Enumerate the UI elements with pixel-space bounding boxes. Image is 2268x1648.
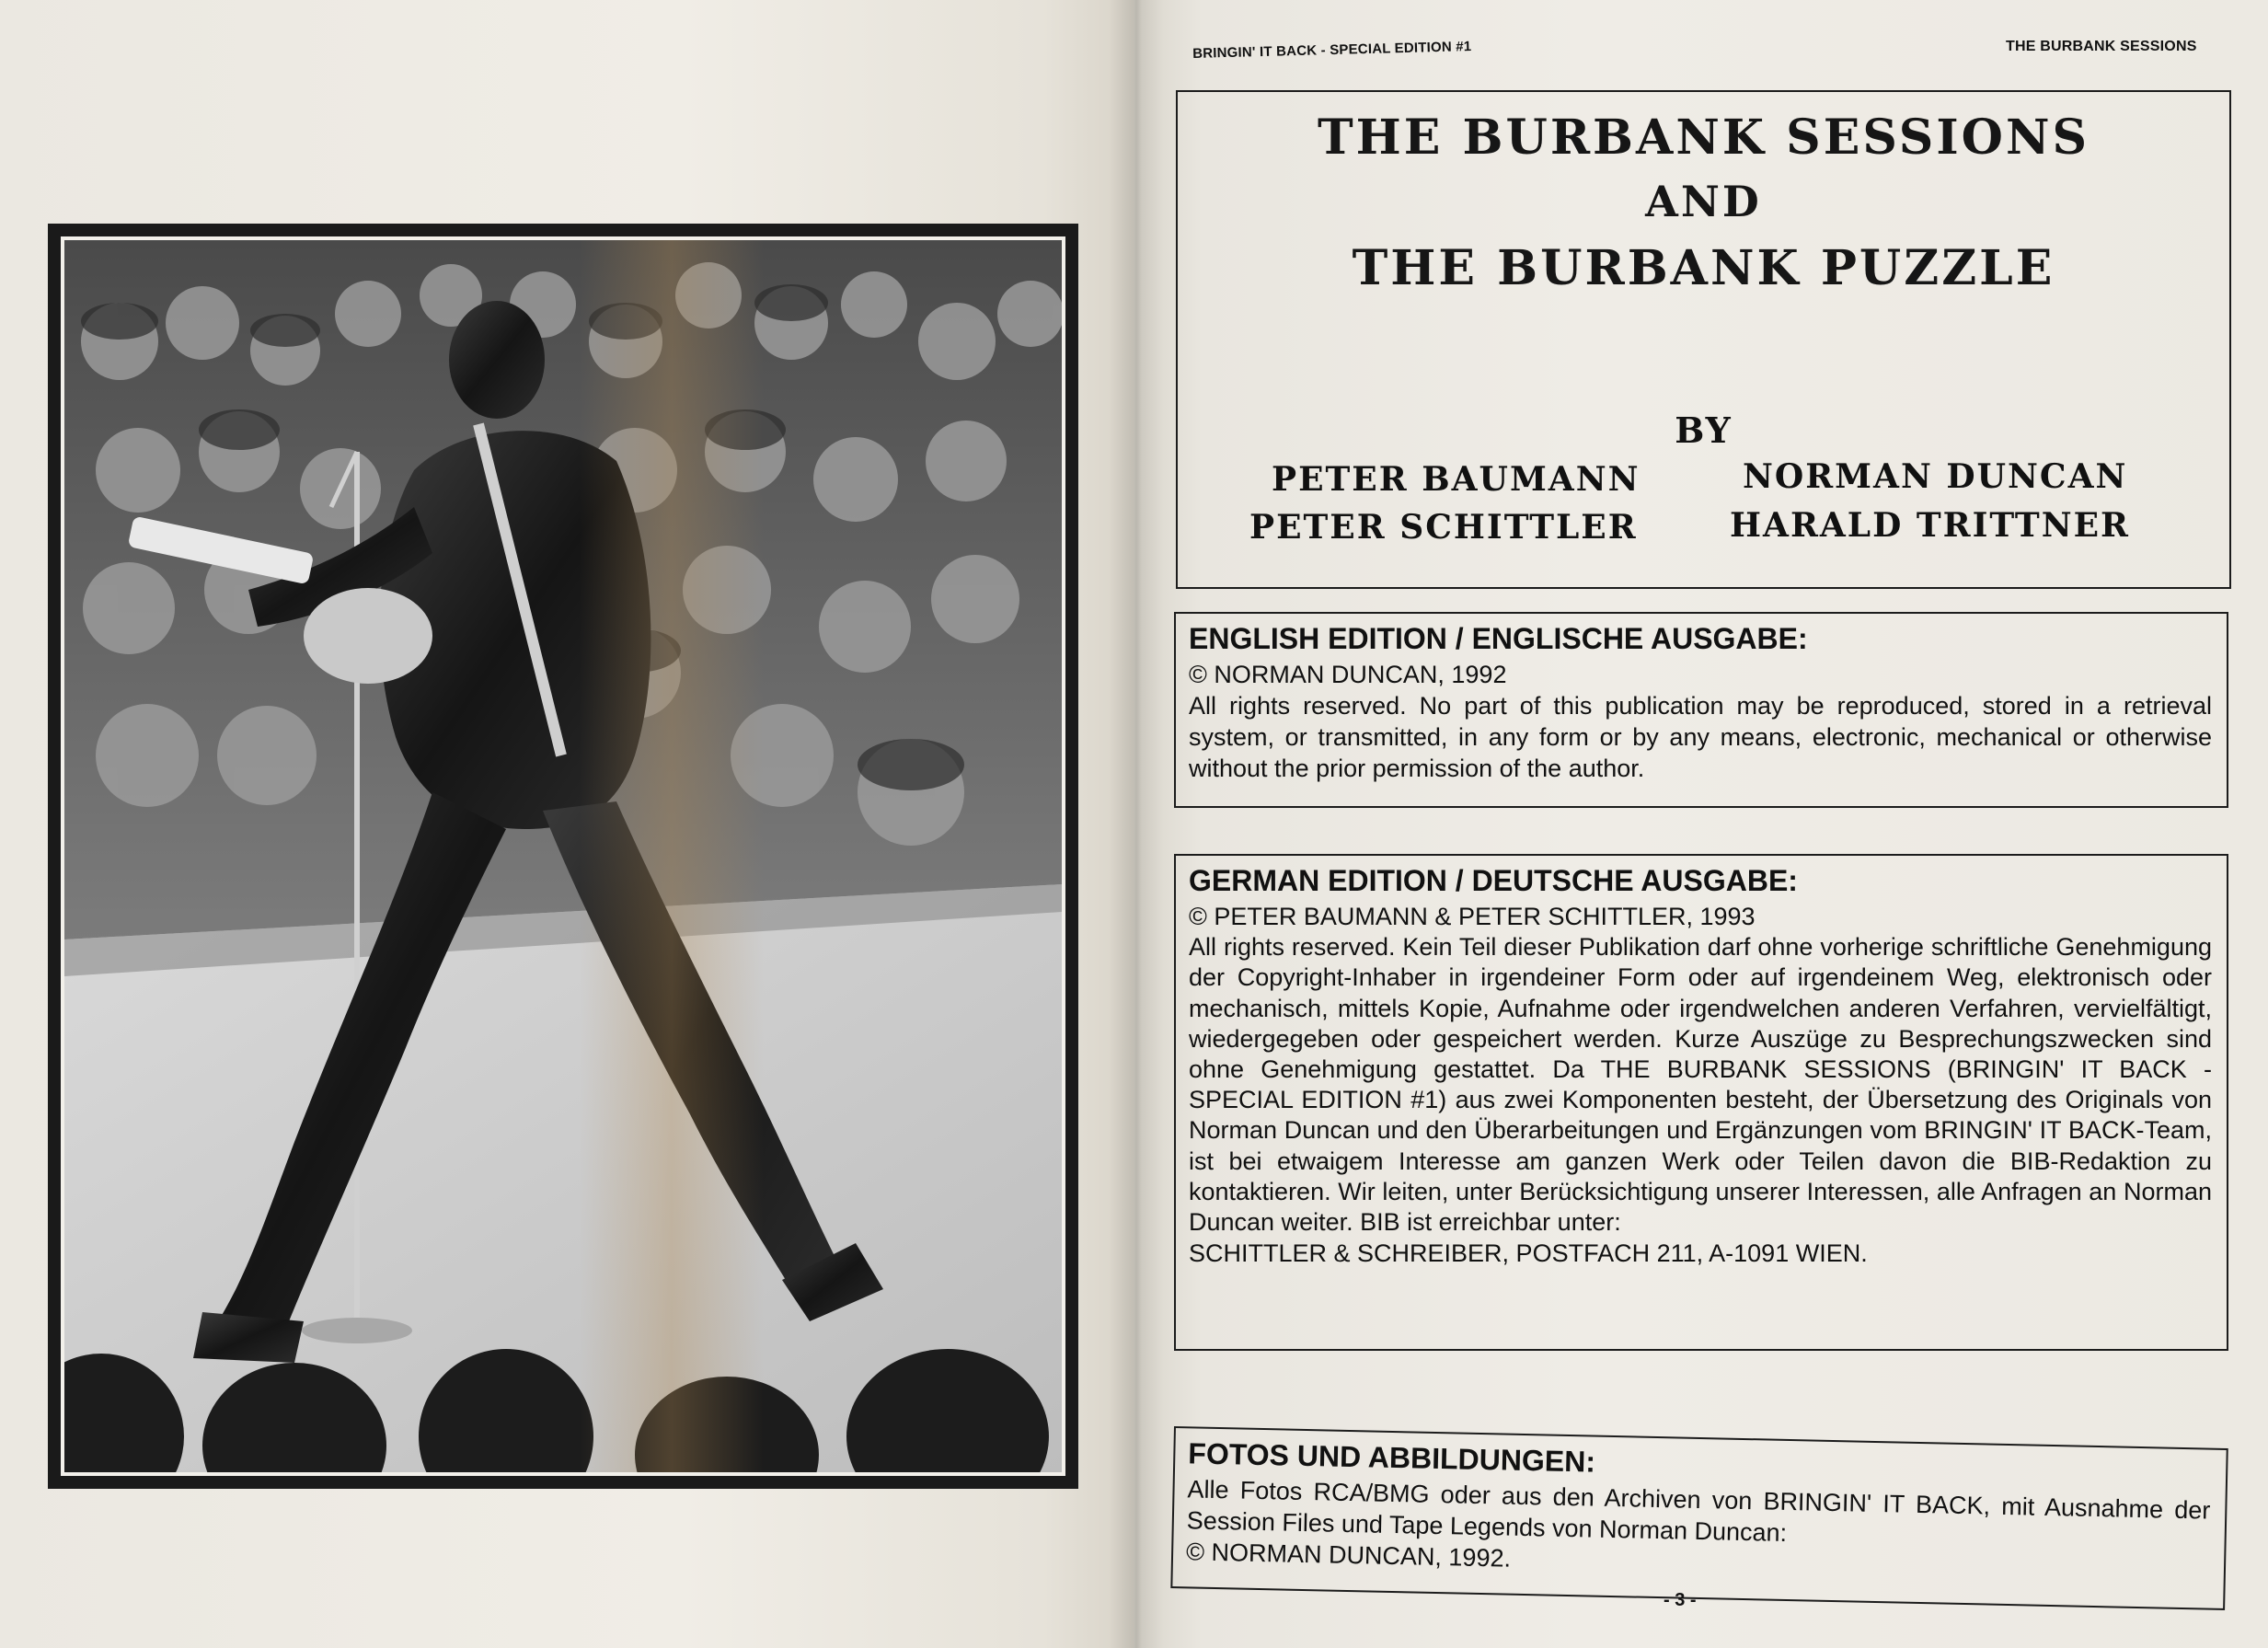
photo-credits-box <box>1170 1426 2228 1610</box>
running-header-left: BRINGIN' IT BACK - SPECIAL EDITION #1 <box>1192 39 1472 62</box>
photo-credits-heading: FOTOS UND ABBILDUNGEN: <box>1188 1436 1596 1479</box>
title-line-2: AND <box>1645 177 1762 226</box>
author-peter-baumann: PETER BAUMANN <box>1272 460 1641 499</box>
by-label: BY <box>1675 409 1733 451</box>
title-line-1: THE BURBANK SESSIONS <box>1317 109 2090 166</box>
german-edition-heading: GERMAN EDITION / DEUTSCHE AUSGABE: <box>1189 864 1798 897</box>
german-edition-address: SCHITTLER & SCHREIBER, POSTFACH 211, A-1091 WIEN. <box>1189 1239 1868 1268</box>
author-harald-trittner: HARALD TRITTNER <box>1730 506 2130 545</box>
running-header-right: THE BURBANK SESSIONS <box>2006 39 2197 54</box>
photo-credits-copyright: © NORMAN DUNCAN, 1992. <box>1185 1538 1512 1573</box>
page-number: - 3 - <box>1664 1590 1697 1610</box>
performer-with-guitar-photo <box>61 236 1065 1476</box>
english-edition-copyright: © NORMAN DUNCAN, 1992 <box>1189 661 1507 689</box>
author-norman-duncan: NORMAN DUNCAN <box>1743 457 2128 496</box>
english-edition-text: All rights reserved. No part of this publication may be reproduced, stored in a retrieval system, or transmitted, in any form or by any means, electronic, mechanical or otherwise without the prior permission of the author. <box>1189 692 2212 783</box>
english-edition-heading: ENGLISH EDITION / ENGLISCHE AUSGABE: <box>1189 622 1808 655</box>
german-edition-box <box>1174 854 2228 1351</box>
german-edition-text: All rights reserved. Kein Teil dieser Publikation darf ohne vorherige schriftliche Genehmigung der Copyright-Inhaber in irgendeiner Form oder auf irgendeinem Weg, elektronisch oder mechanisch, mittels Kopie, Aufnahme oder irgendwelchen anderen Verfahren, vervielfältigt, wiedergegeben oder gespeichert werden. Kurze Auszüge zu Besprechungszwecken sind ohne Genehmigung gestattet. Da THE BURBANK SESSIONS (BRINGIN' IT BACK - SPECIAL EDITION #1) aus zwei Komponenten besteht, der Übersetzung des Originals von Norman Duncan und den Überarbeitungen und Ergänzungen vom BRINGIN' IT BACK-Team, ist bei etwaigem Interesse am ganzen Werk oder Teilen davon die BIB-Redaktion zu kontaktieren. Wir leiten, unter Berücksichtigung unserer Interessen, alle Anfragen an Norman Duncan weiter. BIB ist erreichbar unter: <box>1189 933 2212 1237</box>
author-peter-schittler: PETER SCHITTLER <box>1249 508 1638 547</box>
title-line-3: THE BURBANK PUZZLE <box>1352 240 2055 296</box>
title-box <box>1176 90 2231 589</box>
photo-frame <box>48 224 1078 1489</box>
photo-credits-text: Alle Fotos RCA/BMG oder aus den Archiven von BRINGIN' IT BACK, mit Ausnahme der Session Files und Tape Legends von Norman Duncan: <box>1186 1475 2211 1548</box>
english-edition-box <box>1174 612 2228 808</box>
german-edition-copyright: © PETER BAUMANN & PETER SCHITTLER, 1993 <box>1189 903 1756 931</box>
